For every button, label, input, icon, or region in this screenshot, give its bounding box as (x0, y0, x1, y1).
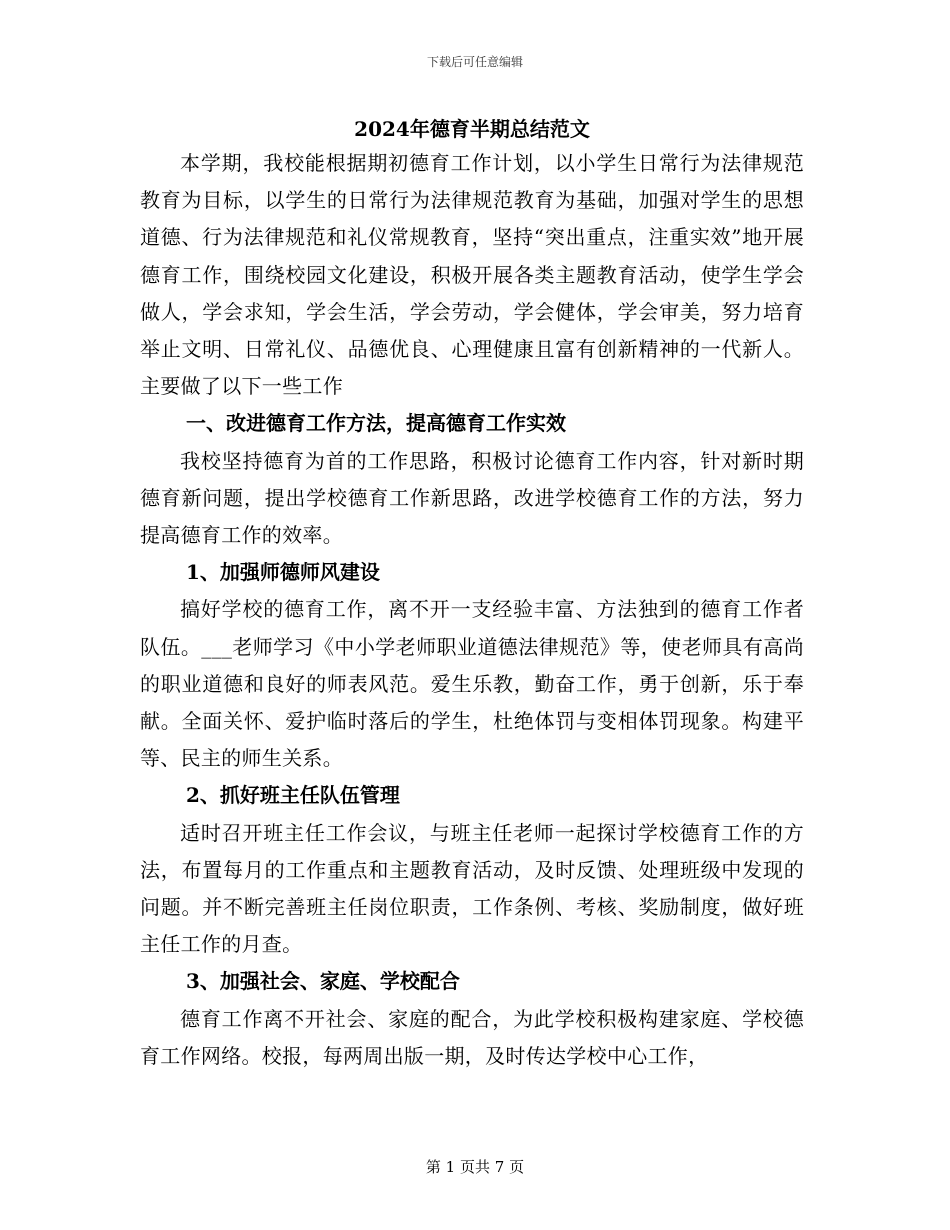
paragraph-subsection-2: 适时召开班主任工作会议，与班主任老师一起探讨学校德育工作的方法，布置每月的工作重点和主题教育活动，及时反馈、处理班级中发现的问题。并不断完善班主任岗位职责，工作条例、考核、奖励制度，做好班主任工作的月查。 (140, 820, 804, 957)
paragraph-intro: 本学期，我校能根据期初德育工作计划，以小学生日常行为法律规范教育为目标，以学生的日常行为法律规范教育为基础，加强对学生的思想道德、行为法律规范和礼仪常规教育，坚持“突出重点，注重实效”地开展德育工作，围绕校园文化建设，积极开展各类主题教育活动，使学生学会做人，学会求知，学会生活，学会劳动，学会健体，学会审美，努力培育举止文明、日常礼仪、品德优良、心理健康且富有创新精神的一代新人。主要做了以下一些工作 (140, 151, 804, 399)
subsection-heading-1: 1、加强师德师风建设 (186, 560, 380, 585)
document-title: 2024年德育半期总结范文 (354, 117, 590, 141)
page-header: 下载后可任意编辑 (426, 55, 523, 69)
page-footer: 第 1 页共 7 页 (425, 1158, 525, 1176)
subsection-heading-2: 2、抓好班主任队伍管理 (186, 783, 400, 808)
paragraph-section-1: 我校坚持德育为首的工作思路，积极讨论德育工作内容，针对新时期德育新问题，提出学校德育工作新思路，改进学校德育工作的方法，努力提高德育工作的效率。 (140, 448, 804, 548)
paragraph-subsection-3: 德育工作离不开社会、家庭的配合，为此学校积极构建家庭、学校德育工作网络。校报，每两周出版一期，及时传达学校中心工作， (140, 1006, 804, 1068)
paragraph-subsection-1: 搞好学校的德育工作，离不开一支经验丰富、方法独到的德育工作者队伍。___老师学习《中小学老师职业道德法律规范》等，使老师具有高尚的职业道德和良好的师表风范。爱生乐教，勤奋工作，勇于创新，乐于奉献。全面关怀、爱护临时落后的学生，杜绝体罚与变相体罚现象。构建平等、民主的师生关系。 (140, 597, 804, 771)
section-heading-1: 一、改进德育工作方法，提高德育工作实效 (186, 411, 566, 436)
document-body (140, 113, 804, 1075)
subsection-heading-3: 3、加强社会、家庭、学校配合 (186, 969, 460, 994)
